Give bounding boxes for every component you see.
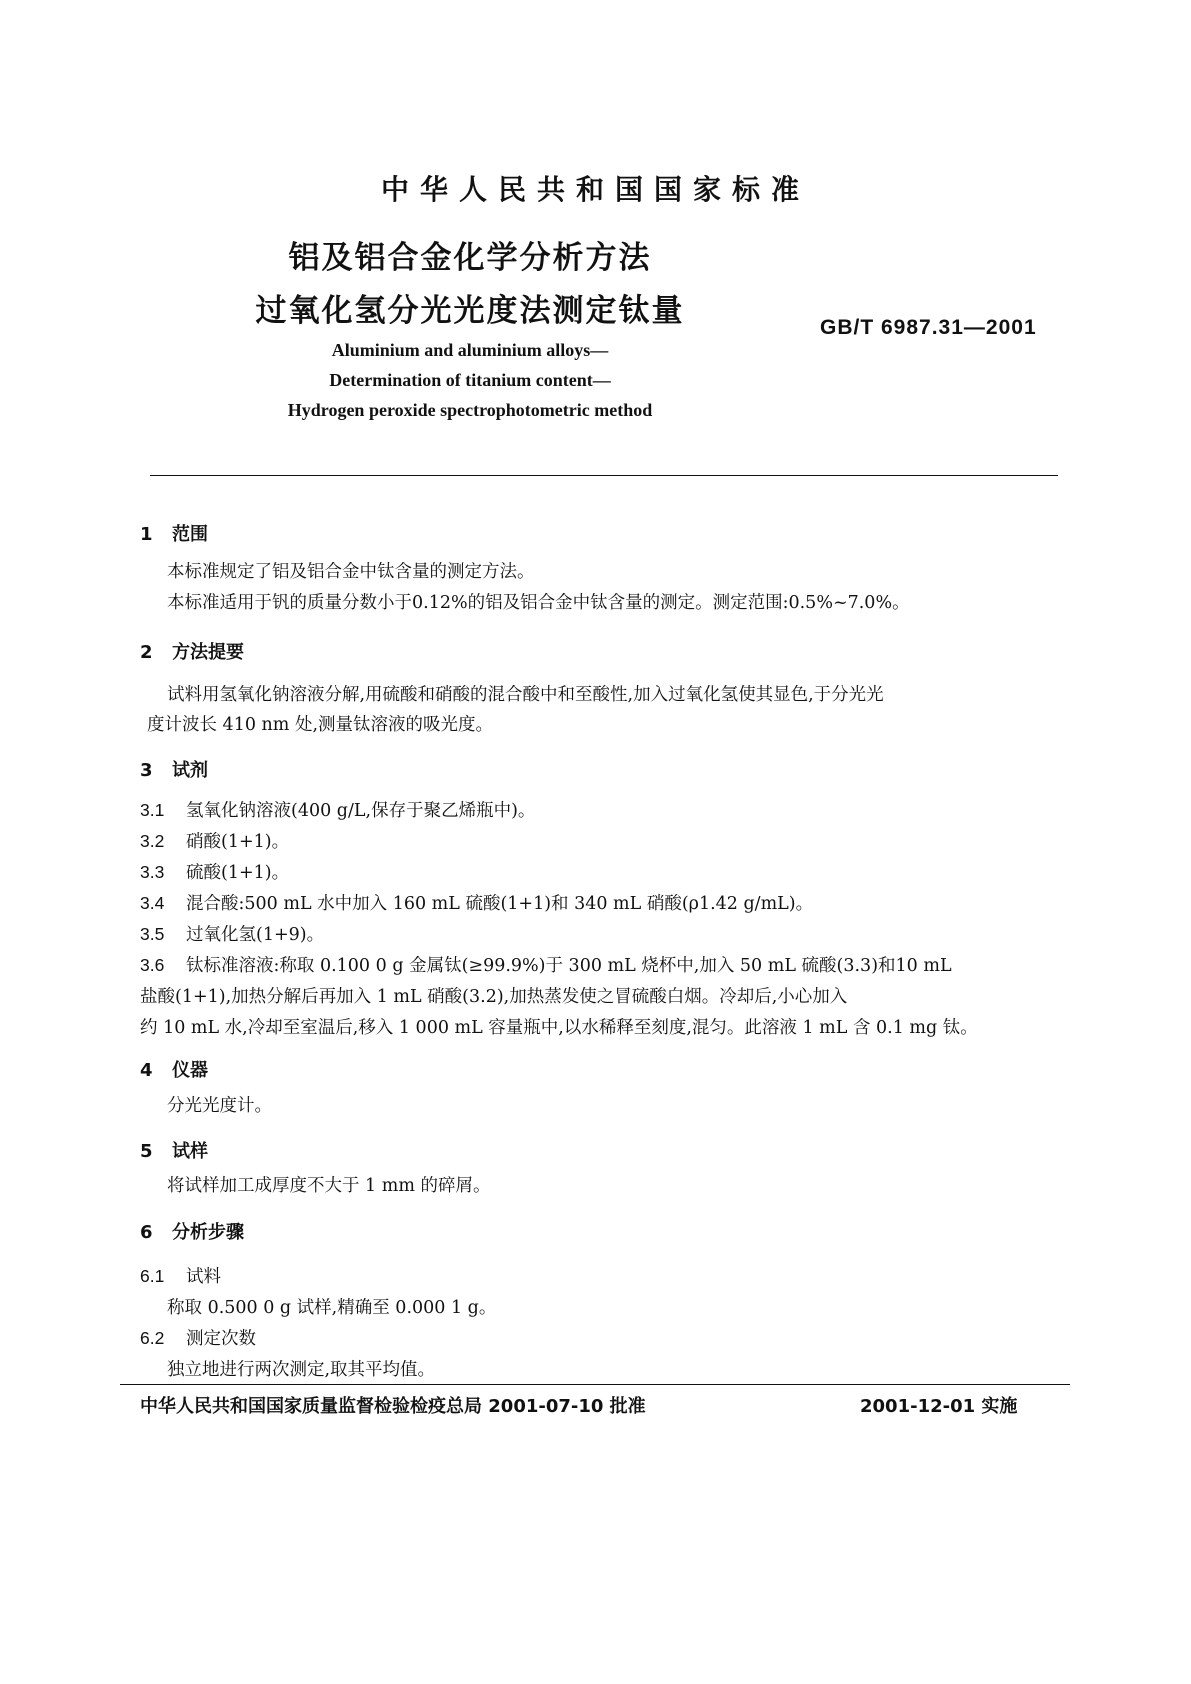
- reagent-item-continuation: 约 10 mL 水,冷却至室温后,移入 1 000 mL 容量瓶中,以水稀释至刻度,混匀。此溶液 1 mL 含 0.1 mg 钛。: [140, 1018, 978, 1038]
- section-2-paragraph-line2: 度计波长 410 nm 处,测量钛溶液的吸光度。: [147, 715, 494, 735]
- reagent-item: 3.6 钛标准溶液:称取 0.100 0 g 金属钛(≥99.9%)于 300 mL 烧杯中,加入 50 mL 硫酸(3.3)和10 mL: [140, 955, 952, 976]
- reagent-item: 3.4 混合酸:500 mL 水中加入 160 mL 硫酸(1+1)和 340 mL 硝酸(ρ1.42 g/mL)。: [140, 893, 814, 914]
- section-2-paragraph-line1: 试料用氢氧化钠溶液分解,用硫酸和硝酸的混合酸中和至酸性,加入过氧化氢使其显色,于分光光: [167, 685, 884, 705]
- section-title: 范围: [172, 524, 208, 545]
- section-number: 6: [140, 1222, 153, 1243]
- section-6-heading: [140, 1218, 244, 1244]
- section-title: 试样: [172, 1141, 208, 1162]
- subsection-6-2-text: 独立地进行两次测定,取其平均值。: [167, 1360, 436, 1380]
- section-4-paragraph: 分光光度计。: [167, 1096, 272, 1116]
- subsection-6-1-heading: 6.1 试料: [140, 1266, 221, 1287]
- section-number: 1: [140, 524, 153, 545]
- section-2-heading: [140, 638, 244, 664]
- reagent-item: 3.2 硝酸(1+1)。: [140, 831, 290, 852]
- title-cn-line1: 铝及铝合金化学分析方法: [288, 240, 652, 276]
- subsection-6-2-heading: 6.2 测定次数: [140, 1328, 256, 1349]
- section-title: 仪器: [172, 1060, 208, 1081]
- section-title: 分析步骤: [172, 1222, 244, 1243]
- section-5-heading: [140, 1137, 208, 1163]
- header-divider: [150, 475, 1058, 476]
- section-number: 3: [140, 760, 153, 781]
- reagent-item: 3.1 氢氧化钠溶液(400 g/L,保存于聚乙烯瓶中)。: [140, 800, 536, 821]
- section-4-heading: [140, 1056, 208, 1082]
- approval-line: 中华人民共和国国家质量监督检验检疫总局 2001-07-10 批准: [140, 1396, 646, 1417]
- implementation-date: 2001-12-01 实施: [860, 1396, 1018, 1417]
- title-en-line3: Hydrogen peroxide spectrophotometric method: [287, 400, 653, 420]
- section-3-heading: [140, 756, 208, 782]
- section-title: 试剂: [172, 760, 208, 781]
- standard-type-heading: 中华人民共和国国家标准: [380, 173, 810, 206]
- section-5-paragraph: 将试样加工成厚度不大于 1 mm 的碎屑。: [167, 1176, 491, 1196]
- section-1-heading: [140, 520, 208, 546]
- section-1-paragraph-1: 本标准规定了铝及铝合金中钛含量的测定方法。: [167, 562, 535, 582]
- standard-number: GB/T 6987.31—2001: [820, 316, 1037, 339]
- subsection-6-1-text: 称取 0.500 0 g 试样,精确至 0.000 1 g。: [167, 1298, 497, 1318]
- section-number: 4: [140, 1060, 153, 1081]
- reagent-item-continuation: 盐酸(1+1),加热分解后再加入 1 mL 硝酸(3.2),加热蒸发使之冒硫酸白烟。冷却后,小心加入: [140, 987, 848, 1007]
- reagent-item: 3.5 过氧化氢(1+9)。: [140, 924, 325, 945]
- title-cn-line2: 过氧化氢分光光度法测定钛量: [255, 293, 685, 329]
- reagent-item: 3.3 硫酸(1+1)。: [140, 862, 290, 883]
- section-number: 2: [140, 642, 153, 663]
- footer-divider: [120, 1384, 1070, 1385]
- title-en-line1: Aluminium and aluminium alloys—: [331, 340, 609, 360]
- title-en-line2: Determination of titanium content—: [329, 370, 611, 390]
- section-title: 方法提要: [172, 642, 244, 663]
- section-number: 5: [140, 1141, 153, 1162]
- section-1-paragraph-2: 本标准适用于钒的质量分数小于0.12%的铝及铝合金中钛含量的测定。测定范围:0.5%~7.0%。: [167, 593, 910, 613]
